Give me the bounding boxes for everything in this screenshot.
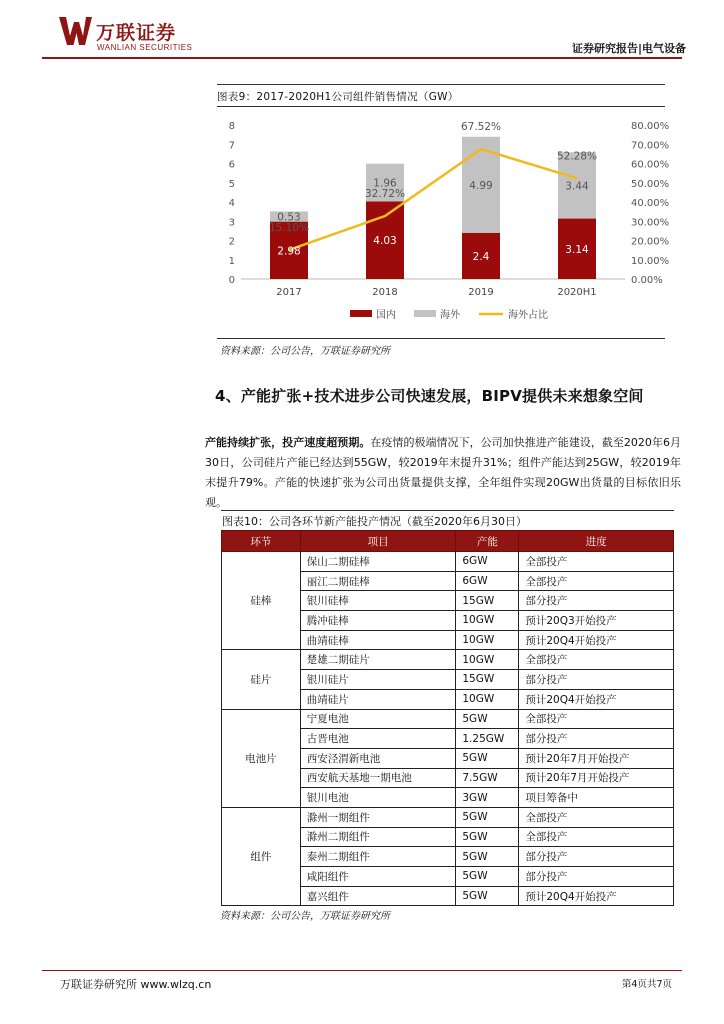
progress-cell: 全部投产: [519, 571, 674, 591]
progress-cell: 预计20Q3开始投产: [519, 611, 674, 631]
body-paragraph: [205, 433, 681, 513]
legend-label-share: 海外占比: [508, 310, 548, 321]
figure-9-title: 图表9：2017-2020H1公司组件销售情况（GW）: [217, 91, 459, 103]
capacity-cell: 15GW: [456, 591, 519, 611]
progress-cell: 全部投产: [519, 827, 674, 847]
progress-cell: 部分投产: [519, 729, 674, 749]
logo-w-icon: [58, 14, 92, 48]
project-cell: 曲靖硅棒: [300, 630, 456, 650]
y-axis-tick-label: 0: [228, 275, 235, 286]
project-cell: 西安泾渭新电池: [300, 748, 456, 768]
y-axis-tick-label: 7: [228, 140, 235, 152]
capacity-cell: 5GW: [456, 827, 519, 847]
figure-9-source: 资料来源：公司公告，万联证券研究所: [220, 346, 390, 357]
table-row: [222, 807, 674, 827]
overseas-value-label: 4.99: [469, 179, 493, 192]
overseas-share-label: 15.10%: [268, 221, 310, 234]
project-cell: 咸阳组件: [300, 867, 456, 887]
progress-cell: 全部投产: [519, 709, 674, 729]
capacity-cell: 3GW: [456, 788, 519, 808]
capacity-cell: 10GW: [456, 630, 519, 650]
overseas-share-label: 67.52%: [460, 121, 502, 134]
header-segment: 环节: [222, 531, 301, 552]
capacity-cell: 5GW: [456, 807, 519, 827]
figure-9-top-rule: [217, 84, 665, 85]
table-10-source: 资料来源：公司公告，万联证券研究所: [220, 911, 390, 922]
progress-cell: 部分投产: [519, 591, 674, 611]
x-axis-tick-label: 2020H1: [557, 287, 597, 298]
capacity-cell: 5GW: [456, 709, 519, 729]
progress-cell: 项目筹备中: [519, 788, 674, 808]
y-axis-tick-label: 4: [228, 198, 235, 209]
project-cell: 滁州一期组件: [300, 807, 456, 827]
table-row: [222, 650, 674, 670]
segment-cell: 硅片: [222, 650, 301, 709]
project-cell: 银川硅棒: [300, 591, 456, 611]
progress-cell: 全部投产: [519, 552, 674, 572]
figure-9-title-rule: [217, 106, 665, 107]
y-axis-tick-label: 8: [228, 121, 235, 132]
domestic-value-label: 3.14: [565, 243, 589, 256]
progress-cell: 全部投产: [519, 807, 674, 827]
domestic-value-label: 2.4: [472, 250, 490, 263]
overseas-value-label: 0.53: [277, 211, 301, 224]
figure-9-bottom-rule: [217, 338, 665, 339]
project-cell: 嘉兴组件: [300, 886, 456, 906]
progress-cell: 预计20Q4开始投产: [519, 630, 674, 650]
project-cell: 古晋电池: [300, 729, 456, 749]
report-category: 证券研究报告|电气设备: [571, 42, 686, 55]
x-axis-tick-label: 2018: [372, 287, 398, 298]
y2-axis-tick-label: 30.00%: [631, 217, 669, 229]
legend-label-domestic: 国内: [376, 310, 396, 321]
paragraph-lead: 产能持续扩张，投产速度超预期。: [205, 436, 371, 449]
project-cell: 银川硅片: [300, 670, 456, 690]
capacity-cell: 6GW: [456, 552, 519, 572]
segment-cell: 电池片: [222, 709, 301, 807]
capacity-cell: 10GW: [456, 689, 519, 709]
overseas-share-line: [289, 149, 577, 250]
project-cell: 保山二期硅棒: [300, 552, 456, 572]
y-axis-tick-label: 5: [228, 178, 235, 190]
project-cell: 泰州二期组件: [300, 847, 456, 867]
header-capacity: 产能: [456, 531, 519, 552]
y2-axis-tick-label: 50.00%: [631, 178, 669, 190]
progress-cell: 部分投产: [519, 867, 674, 887]
table-row: [222, 709, 674, 729]
component-sales-chart: [217, 108, 669, 334]
capacity-cell: 1.25GW: [456, 729, 519, 749]
capacity-table: [221, 530, 674, 906]
capacity-cell: 6GW: [456, 571, 519, 591]
y2-axis-tick-label: 10.00%: [631, 255, 669, 267]
segment-cell: 组件: [222, 807, 301, 905]
legend-label-overseas: 海外: [440, 310, 460, 321]
header-project: 项目: [300, 531, 456, 552]
header-progress: 进度: [519, 531, 674, 552]
y-axis-tick-label: 3: [228, 217, 235, 229]
capacity-cell: 10GW: [456, 650, 519, 670]
logo-chinese-name: 万联证券: [96, 22, 177, 44]
domestic-value-label: 4.03: [373, 235, 397, 248]
footer-website: 万联证券研究所 www.wlzq.cn: [60, 978, 212, 991]
y2-axis-tick-label: 0.00%: [631, 275, 663, 286]
table-10-title: 图表10：公司各环节新产能投产情况（截至2020年6月30日）: [222, 515, 527, 528]
capacity-cell: 5GW: [456, 847, 519, 867]
capacity-cell: 15GW: [456, 670, 519, 690]
y2-axis-tick-label: 70.00%: [631, 140, 669, 152]
project-cell: 丽江二期硅棒: [300, 571, 456, 591]
project-cell: 宁夏电池: [300, 709, 456, 729]
legend-swatch-domestic: [350, 310, 372, 317]
progress-cell: 预计20Q4开始投产: [519, 689, 674, 709]
x-axis-tick-label: 2017: [276, 287, 302, 298]
progress-cell: 全部投产: [519, 650, 674, 670]
domestic-value-label: 2.98: [277, 245, 301, 258]
overseas-share-label: 32.72%: [364, 188, 406, 201]
y2-axis-tick-label: 20.00%: [631, 236, 669, 248]
project-cell: 滁州二期组件: [300, 827, 456, 847]
progress-cell: 部分投产: [519, 670, 674, 690]
y2-axis-tick-label: 60.00%: [631, 159, 669, 171]
header-divider: [42, 57, 682, 59]
progress-cell: 预计20Q4开始投产: [519, 886, 674, 906]
footer-divider: [42, 970, 682, 971]
overseas-value-label: 1.96: [373, 177, 397, 190]
legend-swatch-overseas: [414, 310, 436, 317]
y-axis-tick-label: 2: [228, 236, 235, 248]
project-cell: 银川电池: [300, 788, 456, 808]
y2-axis-tick-label: 80.00%: [631, 121, 669, 132]
capacity-cell: 5GW: [456, 867, 519, 887]
y-axis-tick-label: 1: [228, 255, 235, 267]
progress-cell: 预计20年7月开始投产: [519, 768, 674, 788]
segment-cell: 硅棒: [222, 552, 301, 650]
project-cell: 西安航天基地一期电池: [300, 768, 456, 788]
overseas-value-label: 3.44: [565, 180, 589, 193]
capacity-cell: 5GW: [456, 748, 519, 768]
capacity-cell: 5GW: [456, 886, 519, 906]
table-header-row: [222, 531, 674, 552]
table-10-top-rule: [221, 510, 674, 511]
table-row: [222, 552, 674, 572]
x-axis-tick-label: 2019: [468, 287, 494, 298]
project-cell: 腾冲硅棒: [300, 611, 456, 631]
capacity-cell: 7.5GW: [456, 768, 519, 788]
page-number: 第4页共7页: [621, 979, 672, 990]
progress-cell: 部分投产: [519, 847, 674, 867]
section-heading: 4、产能扩张+技术进步公司快速发展，BIPV提供未来想象空间: [215, 387, 644, 405]
logo-english-name: WANLIAN SECURITIES: [97, 43, 193, 52]
project-cell: 曲靖硅片: [300, 689, 456, 709]
y-axis-tick-label: 6: [228, 159, 235, 171]
capacity-cell: 10GW: [456, 611, 519, 631]
y2-axis-tick-label: 40.00%: [631, 198, 669, 209]
overseas-share-label: 52.28%: [556, 150, 598, 163]
progress-cell: 预计20年7月开始投产: [519, 748, 674, 768]
project-cell: 楚雄二期硅片: [300, 650, 456, 670]
paragraph-body: 在疫情的极端情况下，公司加快推进产能建设，截至2020年6月30日，公司硅片产能已经达到55GW，较2019年末提升31%；组件产能达到25GW，较2019年末提升79%。产能的快速扩张为公司出货量提供支撑，全年组件实现20GW出货量的目标依旧乐观。: [205, 436, 682, 509]
